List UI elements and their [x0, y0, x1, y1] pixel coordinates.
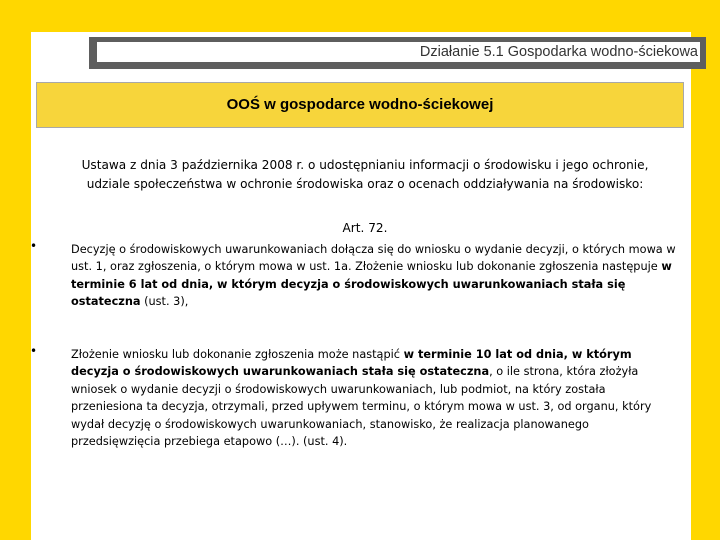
header-bar	[89, 37, 706, 69]
slide-title: OOŚ w gospodarce wodno-ściekowej	[36, 82, 684, 128]
item2-text: Złożenie wniosku lub dokonanie zgłoszenia może nastąpić	[71, 348, 404, 361]
item1-text: Decyzję o środowiskowych uwarunkowaniach dołącza się do wniosku o wydanie decyzji, o których mowa w ust. 1, oraz zgłoszenia, o którym mowa w ust. 1a. Złożenie wniosku lub dokonanie zgłoszenia następuje	[71, 243, 676, 274]
item2-bold-text: w terminie 10 lat od dnia, w którym decyzja o środowiskowych uwarunkowaniach stała się ostateczna	[71, 348, 632, 379]
article-heading: Art. 72.	[342, 221, 388, 235]
intro-line-2: udziale społeczeństwa w ochronie środowiska oraz o ocenach oddziaływania na środowisko:	[86, 177, 644, 191]
bullet-1: •	[30, 239, 38, 253]
item1-text-end: (ust. 3),	[140, 295, 189, 309]
item2-text-end: , o ile strona, która złożyła wniosek o wydanie decyzji o środowiskowych uwarunkowaniach, lub podmiot, na który została przeniesiona ta decyzja, otrzymali, przed upływem terminu, o którym mowa w ust. 3, od organu, który wydał decyzję o środowiskowych uwarunkowaniach, stanowisko, że realizacja planowanego przedsięwzięcia przebiega etapowo (…). (ust. 4).	[71, 365, 652, 449]
list-item	[71, 241, 680, 311]
item1-bold-text: w terminie 6 lat od dnia, w którym decyzja o środowiskowych uwarunkowaniach stała się ostateczna	[71, 260, 672, 309]
intro-text	[40, 156, 690, 194]
intro-line-1: Ustawa z dnia 3 października 2008 r. o udostępnianiu informacji o środowisku i jego ochronie,	[81, 158, 649, 172]
bullet-2: •	[30, 344, 38, 358]
header-title: Działanie 5.1 Gospodarka wodno-ściekowa	[97, 42, 700, 62]
list-item	[71, 346, 680, 450]
